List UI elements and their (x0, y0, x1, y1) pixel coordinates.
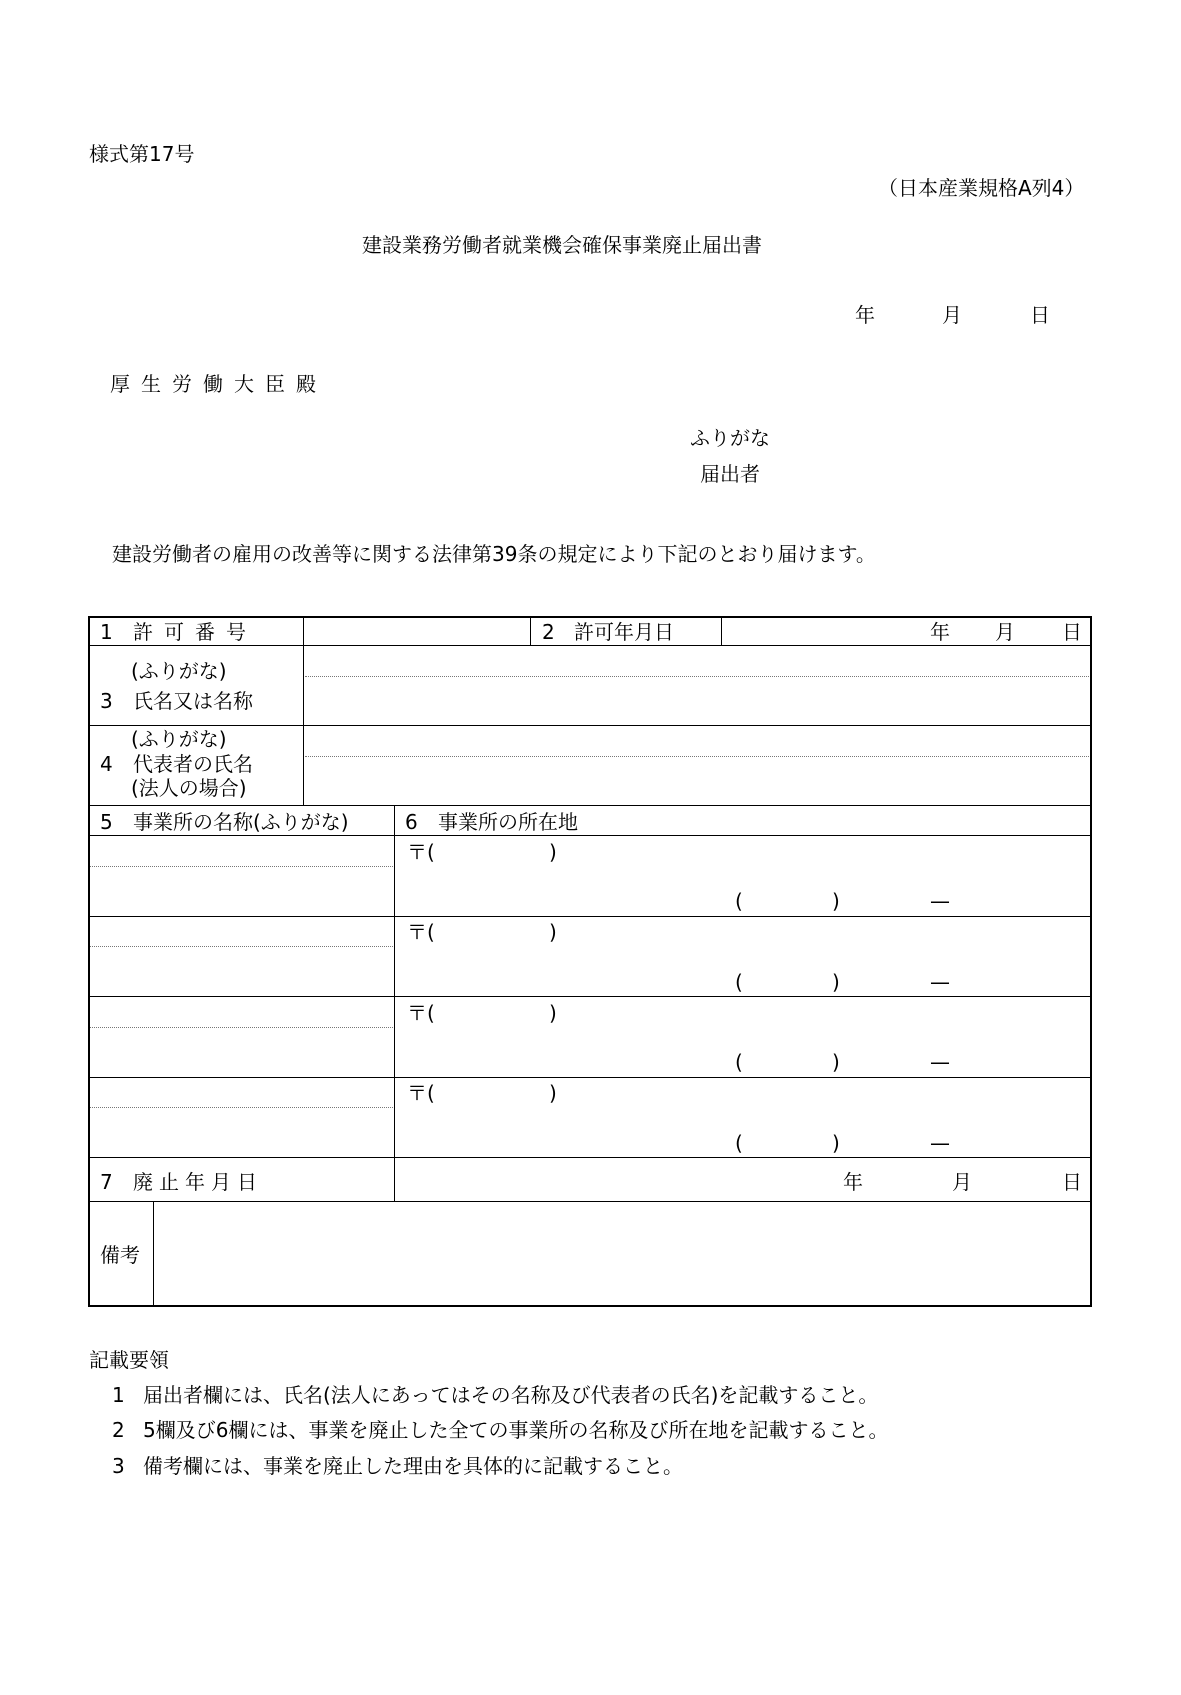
postal-mark: 〒( (407, 920, 435, 944)
office-name-header: 事業所の名称(ふりがな) (133, 810, 349, 834)
rule (530, 616, 531, 646)
rule (88, 996, 1092, 997)
abolition-date-num: 7 (100, 1170, 113, 1194)
rule (721, 616, 722, 646)
remarks-label: 備考 (100, 1243, 140, 1267)
form-number: 様式第17号 (89, 142, 195, 166)
rule (88, 805, 1092, 806)
date-month-label: 月 (942, 303, 962, 327)
rule (394, 805, 395, 1202)
postal-close: ) (549, 1001, 557, 1025)
office-name-num: 5 (100, 810, 113, 834)
postal-mark: 〒( (407, 840, 435, 864)
abolition-day: 日 (1062, 1170, 1082, 1194)
addressee: 厚生労働大臣殿 (110, 372, 327, 396)
paper-size-note: （日本産業規格A列4） (878, 176, 1085, 200)
instruction-num: 2 (112, 1418, 125, 1442)
name-field[interactable] (305, 647, 1089, 725)
rep-furigana-label: (ふりがな) (131, 727, 227, 751)
rep-field[interactable] (305, 727, 1089, 805)
rule (88, 725, 1092, 726)
instructions-heading: 記載要領 (89, 1348, 169, 1372)
name-furigana-label: (ふりがな) (131, 659, 227, 683)
office-address-num: 6 (405, 810, 418, 834)
phone-close: ) (832, 1050, 840, 1074)
page-title: 建設業務労働者就業機会確保事業廃止届出書 (362, 233, 762, 257)
phone-dash: — (930, 1131, 950, 1155)
permit-number-label: 許可番号 (133, 620, 257, 644)
phone-open: ( (735, 1050, 743, 1074)
date-year-label: 年 (855, 303, 875, 327)
office-name-field[interactable] (90, 918, 393, 996)
phone-open: ( (735, 889, 743, 913)
abolition-year: 年 (843, 1170, 863, 1194)
abolition-month: 月 (952, 1170, 972, 1194)
permit-date-year: 年 (930, 620, 950, 644)
instruction-num: 1 (112, 1383, 125, 1407)
office-name-field[interactable] (90, 998, 393, 1077)
rep-label: 代表者の氏名 (133, 752, 253, 776)
rule (88, 835, 1092, 836)
permit-date-label: 許可年月日 (574, 620, 674, 644)
permit-date-day: 日 (1062, 620, 1082, 644)
rep-note: (法人の場合) (131, 776, 247, 800)
phone-open: ( (735, 1131, 743, 1155)
permit-number-num: 1 (100, 620, 113, 644)
postal-close: ) (549, 920, 557, 944)
phone-close: ) (832, 970, 840, 994)
date-day-label: 日 (1030, 303, 1050, 327)
office-name-field[interactable] (90, 837, 393, 916)
abolition-date-field[interactable] (396, 1159, 1089, 1201)
permit-number-field[interactable] (305, 618, 529, 645)
permit-date-month: 月 (995, 620, 1015, 644)
rule (153, 1201, 154, 1307)
rep-num: 4 (100, 752, 113, 776)
phone-close: ) (832, 889, 840, 913)
postal-mark: 〒( (407, 1081, 435, 1105)
name-num: 3 (100, 689, 113, 713)
statement: 建設労働者の雇用の改善等に関する法律第39条の規定により下記のとおり届けます。 (112, 542, 876, 566)
phone-dash: — (930, 1050, 950, 1074)
permit-date-num: 2 (542, 620, 555, 644)
phone-dash: — (930, 970, 950, 994)
rule (303, 616, 304, 806)
phone-dash: — (930, 889, 950, 913)
table-border-right (1090, 616, 1092, 1307)
instruction-text: 備考欄には、事業を廃止した理由を具体的に記載すること。 (143, 1454, 683, 1478)
rule (88, 1157, 1092, 1158)
remarks-field[interactable] (155, 1203, 1089, 1305)
permit-date-field[interactable] (723, 618, 1089, 645)
instruction-text: 5欄及び6欄には、事業を廃止した全ての事業所の名称及び所在地を記載すること。 (143, 1418, 889, 1442)
rule (88, 916, 1092, 917)
phone-close: ) (832, 1131, 840, 1155)
rule (88, 1201, 1092, 1202)
postal-mark: 〒( (407, 1001, 435, 1025)
office-address-header: 事業所の所在地 (438, 810, 578, 834)
office-name-field[interactable] (90, 1079, 393, 1157)
rule (88, 1077, 1092, 1078)
table-border-bottom (88, 1305, 1092, 1307)
instruction-text: 届出者欄には、氏名(法人にあってはその名称及び代表者の氏名)を記載すること。 (143, 1383, 879, 1407)
phone-open: ( (735, 970, 743, 994)
abolition-date-label: 廃止年月日 (133, 1170, 263, 1194)
name-label: 氏名又は名称 (133, 689, 253, 713)
applicant-label: 届出者 (700, 462, 760, 486)
rule (88, 645, 1092, 646)
postal-close: ) (549, 840, 557, 864)
applicant-furigana-label: ふりがな (690, 426, 770, 450)
instruction-num: 3 (112, 1454, 125, 1478)
postal-close: ) (549, 1081, 557, 1105)
